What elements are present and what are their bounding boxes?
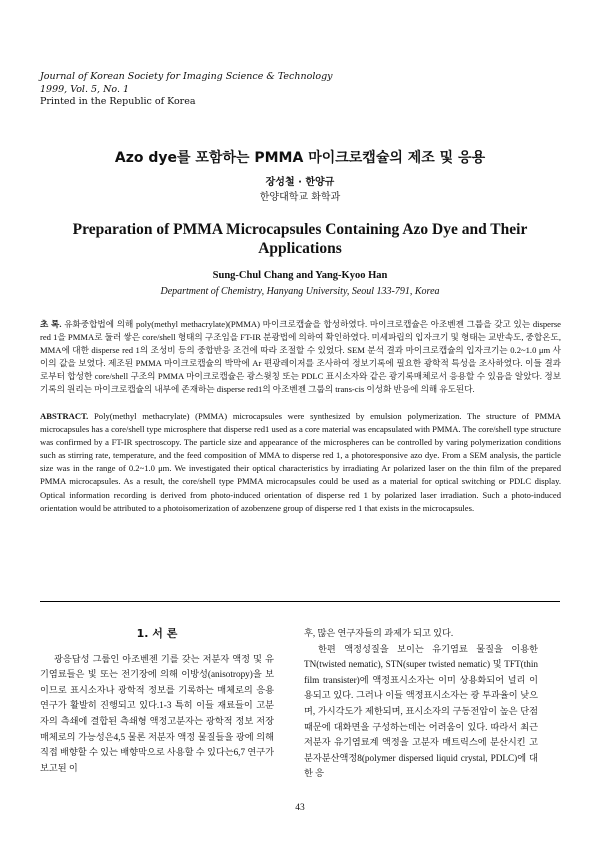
korean-affiliation: 한양대학교 화학과 [259,192,341,203]
page-number: 43 [295,803,305,813]
intro-paragraph-continued: 후, 많은 연구자들의 과제가 되고 있다. [304,628,454,638]
korean-abstract-text: 유화중합법에 의해 poly(methyl methacrylate)(PMMA) 마이크로캡슐을 합성하였다. 마이크로캡슐은 아조벤젠 그룹을 갖고 있는 disperse red 1을 PMMA로 둘러 쌓은 core/shell 형태의 구조임을 FT-IR 분광법에 의하여 확인하였다. 미세파립의 입자크기 및 형태는 교반속도, 중합온도, MMA에 대한 disperse red 1의 조성비 등의 중합반응 조건에 따라 조절할 수 있었다. SEM 분석 결과 마이크로캡슐의 입자크기는 0.2~1.0 μm 사이의 값을 보였다. 제조된 PMMA 마이크로캡슐의 박막에 Ar 편광레이저를 조사하여 정보기록에 필요한 광학적 특성을 조사하였다. 이들 결과로부터 합성한 core/shell 구조의 PMMA 마이크로캡슐은 광스윗칭 또는 PDLC 표시소자와 같은 광기록매체로서 응용할 수 있음을 알았다. 정보 기록의 원리는 마이크로캡슐의 내부에 존재하는 disperse red1의 아조벤젠 그룹의 trans-cis 이성화 반응에 의해 유도된다. [40,319,562,395]
korean-abstract-label: 초 록. [40,319,62,329]
english-abstract [40,410,561,515]
section-heading: 1. 서 론 [136,627,178,640]
korean-title: Azo dye를 포함하는 PMMA 마이크로캡슐의 제조 및 응용 [114,150,486,166]
intro-column-left [40,626,274,776]
intro-paragraph-2: 한편 액정성질을 보이는 유기염료 물질을 이용한 TN(twisted nematic), STN(super twisted nematic) 및 TFT(thin film transister)에 액정표시소자는 이미 상용화되어 널리 이용되고 있다. 그러나 이들 액정표시소자는 광 투과율이 낮으며, 가시각도가 제한되며, 표시소자의 구동전압이 높은 단점 때문에 대화면을 구성하는데는 어려움이 있다. 따라서 최근 저분자 유기염료계 액정을 고분자 매트릭스에 분산시킨 고분자분산액정8(polymer dispersed liquid crystal, PDLC)에 대한 응 [304,643,538,779]
journal-printed: Printed in the Republic of Korea [40,96,196,108]
divider [40,601,560,602]
journal-header [40,71,333,109]
intro-column-right [304,626,538,782]
korean-abstract [40,318,561,397]
journal-volume: 1999, Vol. 5, No. 1 [40,83,130,95]
english-abstract-label: ABSTRACT. [40,411,89,421]
english-department: Department of Chemistry, Hanyang University, Seoul 133-791, Korea [160,286,440,297]
journal-name: Journal of Korean Society for Imaging Science & Technology [40,71,333,82]
korean-authors: 장성철 · 한양규 [265,177,335,188]
intro-paragraph-1: 광응답성 그룹인 아조벤젠 기를 갖는 저분자 액정 및 유기염료들은 빛 또는 전기장에 의해 이방성(anisotropy)을 보이므로 표시소자나 광학적 정보를 기록하는 매체로의 응용연구가 활발히 진행되고 있다.1-3 특히 이들 재료들이 고분자의 측쇄에 결합된 측쇄형 액정고분자는 광학적 정보 저장 매체로의 가능성은4,5 물론 저분자 액정 물질들을 광에 의해 직접 배향할 수 있는 배향막으로 사용할 수 있다는6,7 연구가 보고된 이 [40,653,274,773]
english-abstract-text: Poly(methyl methacrylate) (PMMA) microcapsules were synthesized by emulsion polymerization. The structure of PMMA microcapsules has a core/shell type microsphere that disperse red1 used as a core material was encapsulated with PMMA. The core/shell type structure was confirmed by a FT-IR spectroscopy. The particle size and appearance of the microspheres can be controlled by varing polymerization conditions such as stirring rate, temperature, and the feed composition of MMA to disperse red 1, a photoresponsive azo dye. From a SEM analysis, the particle size was in the range of 0.2~1.0 μm. We investigated their optical characteristics by irradiating Ar polarized laser on the thin film of the prepared PMMA microcapsules. As a result, the core/shell type PMMA microcapsules could be used as a material for optical switching or PDLC display. Optical information recording is derived from photo-induced orientation of disperse red 1 by polarized laser irradiation. Such a photo-induced orientation would be attributed to a photoisomerization of azobenzene group of disperse red 1 that exists in the microcapsules. [40,411,561,513]
english-authors: Sung-Chul Chang and Yang-Kyoo Han [212,270,388,281]
english-title: Preparation of PMMA Microcapsules Containing Azo Dye and Their Applications [72,221,528,257]
